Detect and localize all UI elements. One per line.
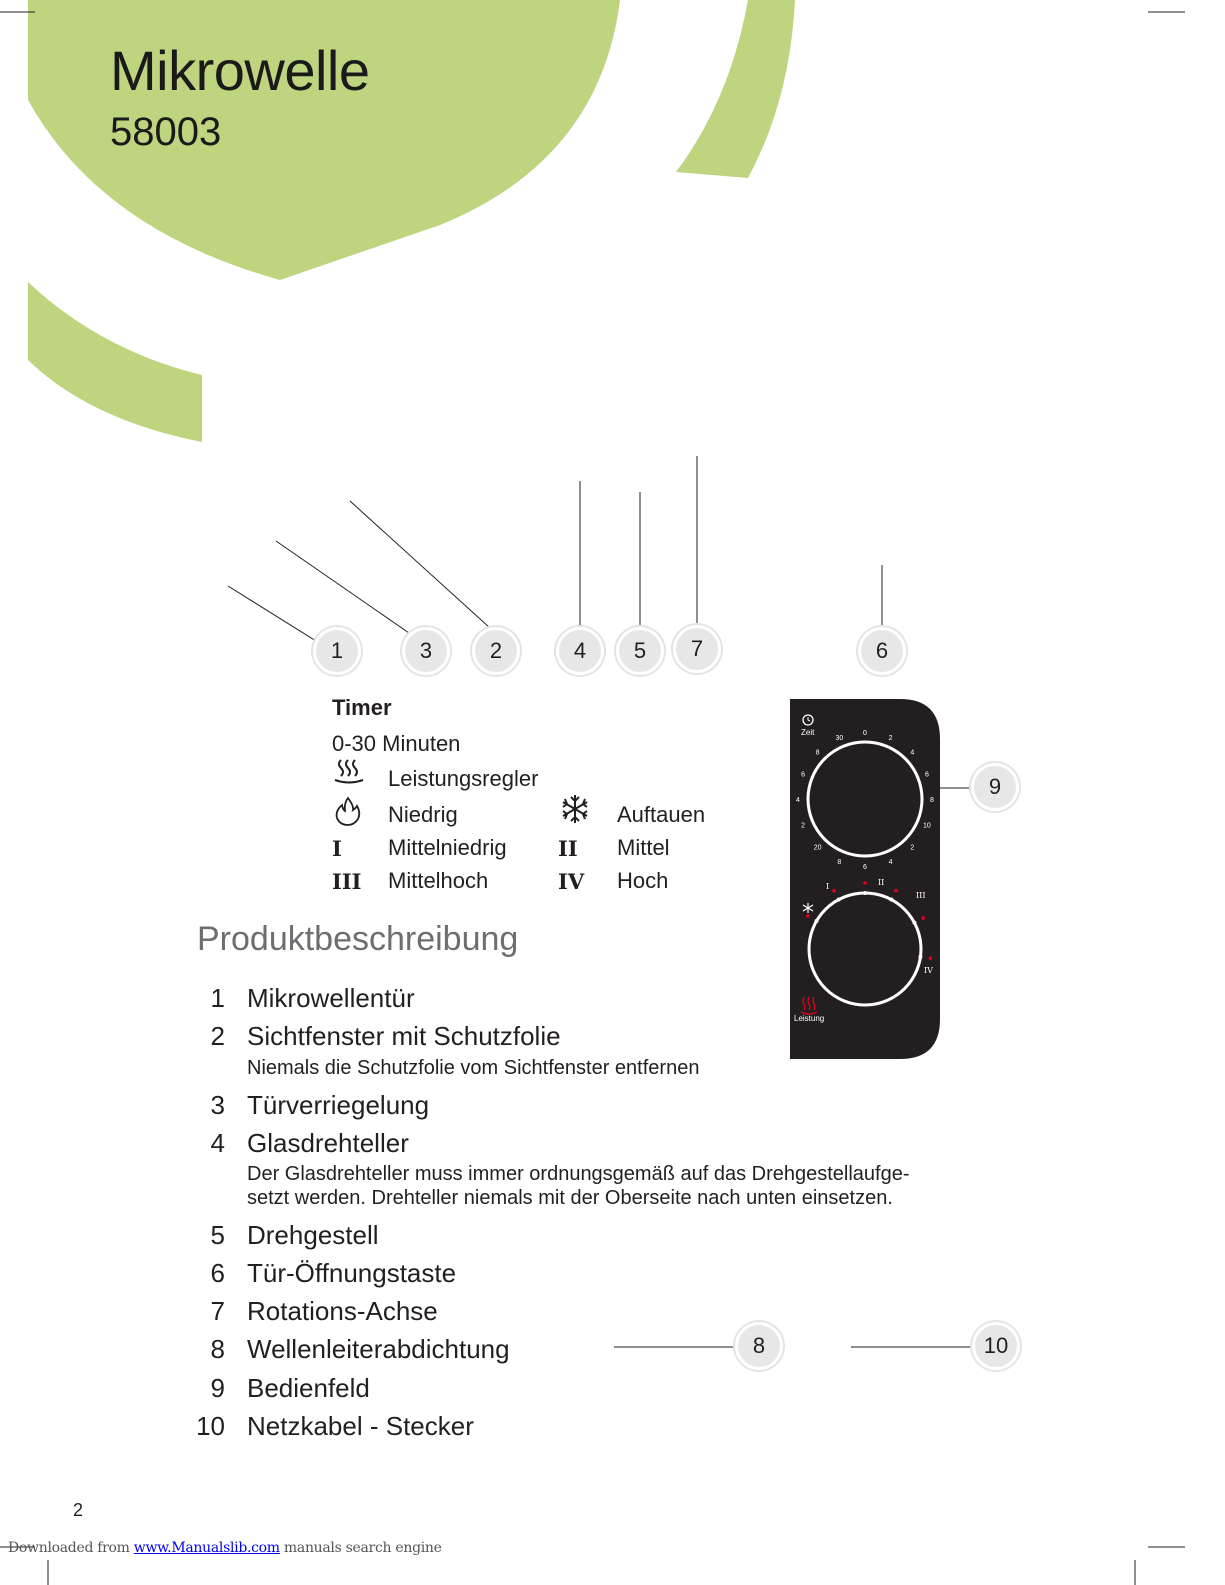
footer [8,1540,442,1556]
item-note-line: Der Glasdrehteller muss immer ordnungsgemäß auf das Drehgestellaufge- [247,1163,910,1185]
timer-tick-label: 0 [863,730,867,737]
timer-tick-dot [904,757,907,760]
timer-tick-dot [811,819,814,822]
timer-tick-dot [885,850,888,853]
level-high-label: Hoch [617,868,669,893]
callout-5: 5 [616,627,664,675]
leader-line-2 [350,501,490,628]
timer-tick-label: 4 [910,749,915,757]
item-number: 2 [210,1021,225,1051]
timer-tick-dot [842,850,845,853]
timer-tick-dot [916,776,919,779]
power-level-marker [929,956,933,960]
power-level-marker [894,889,898,893]
power-level-marker [921,916,925,920]
power-mark-ii: II [878,878,885,887]
timer-tick-label: 10 [923,822,931,830]
item-number: 4 [210,1128,225,1158]
item-label: Bedienfeld [247,1373,370,1403]
green-arc-shape-lower [28,282,202,442]
callout-9: 9 [971,763,1019,811]
control-panel-illustration [790,699,940,1059]
item-number: 6 [210,1258,225,1288]
level-defrost-label: Auftauen [617,802,706,827]
level-medium-low-label: Mittelniedrig [388,835,507,860]
level-medium-label: Mittel [617,835,670,860]
footer-prefix: Downloaded from [8,1540,134,1556]
leader-line-1 [228,586,316,641]
footer-link[interactable]: www.Manualslib.com [133,1540,280,1556]
callout-2: 2 [472,627,520,675]
timer-tick-dot [823,757,826,760]
power-label-panel: Leistung [794,1014,825,1023]
timer-tick-label: 6 [924,771,929,779]
item-note: Niemals die Schutzfolie vom Sichtfenster entfernen [247,1057,700,1079]
callout-10: 10 [972,1322,1020,1370]
item-label: Rotations-Achse [247,1296,438,1326]
timer-tick-label: 8 [815,749,820,757]
item-label: Türverriegelung [247,1090,430,1120]
timer-tick-dot [904,838,907,841]
timer-label: Zeit [801,728,815,737]
power-dot [912,921,916,925]
power-label: Leistungsregler [388,766,539,791]
model-number: 58003 [110,110,222,154]
timer-tick-dot [864,741,867,744]
timer-tick-label: 2 [801,822,806,830]
legend-heading: Timer [332,695,392,720]
item-label: Netzkabel - Stecker [247,1411,474,1441]
timer-tick-label: 6 [863,864,867,871]
item-number: 3 [210,1090,225,1120]
timer-tick-label: 6 [801,771,806,779]
timer-tick-label: 2 [888,735,893,743]
heat-waves-icon [333,758,365,786]
snowflake-icon [560,794,590,824]
timer-tick-label: 8 [837,858,842,866]
item-number: 1 [210,983,225,1013]
timer-tick-label: 20 [813,844,822,852]
timer-tick-dot [885,745,888,748]
power-dot [918,955,922,959]
timer-tick-label: 4 [796,797,800,804]
item-number: 7 [210,1296,225,1326]
level-symbol-ii: II [558,836,578,861]
level-symbol-i: I [332,836,342,861]
item-label: Sichtfenster mit Schutzfolie [247,1021,561,1051]
callout-3: 3 [402,627,450,675]
item-number: 8 [210,1334,225,1364]
timer-tick-dot [811,776,814,779]
level-low-label: Niedrig [388,802,458,827]
level-medium-high-label: Mittelhoch [388,868,489,893]
item-number: 10 [196,1411,225,1441]
level-symbol-iii: III [332,869,362,894]
timer-range: 0-30 Minuten [332,731,461,756]
timer-tick-dot [842,745,845,748]
page-number: 2 [73,1500,84,1520]
timer-tick-dot [864,855,867,858]
item-number: 5 [210,1220,225,1250]
callout-4: 4 [556,627,604,675]
leader-line-3 [276,541,409,633]
callout-6: 6 [858,627,906,675]
callout-7: 7 [673,625,721,673]
timer-tick-label: 30 [835,735,844,743]
power-dot [889,898,893,902]
flame-icon [334,796,362,826]
callout-1: 1 [313,627,361,675]
item-note-line: setzt werden. Drehteller niemals mit der Oberseite nach unten einsetzen. [247,1187,893,1209]
level-symbol-iv: IV [558,869,585,894]
timer-tick-label: 8 [930,797,934,804]
footer-suffix: manuals search engine [279,1540,442,1556]
power-level-marker [832,889,836,893]
item-label: Glasdrehteller [247,1128,409,1158]
page-title: Mikrowelle [110,39,370,102]
item-label: Drehgestell [247,1220,379,1250]
item-label: Tür-Öffnungstaste [247,1258,457,1288]
item-number: 9 [210,1373,225,1403]
timer-tick-dot [807,798,810,801]
item-label: Mikrowellentür [247,983,415,1013]
timer-tick-label: 4 [888,858,893,866]
power-mark-iv: IV [924,966,933,975]
timer-tick-dot [823,838,826,841]
power-dot [863,891,867,895]
timer-tick-dot [916,819,919,822]
power-knob [809,893,921,1005]
power-mark-iii: III [916,891,926,900]
power-dot [815,919,819,923]
power-level-marker [806,914,810,918]
power-dot [837,898,841,902]
section-title: Produktbeschreibung [197,920,519,958]
item-label: Wellenleiterabdichtung [247,1334,510,1364]
callout-8: 8 [735,1322,783,1370]
timer-tick-dot [921,798,924,801]
power-mark-i: I [826,882,830,891]
power-level-marker [863,881,867,885]
green-arc-shape-right [676,0,795,178]
timer-tick-label: 2 [910,844,915,852]
